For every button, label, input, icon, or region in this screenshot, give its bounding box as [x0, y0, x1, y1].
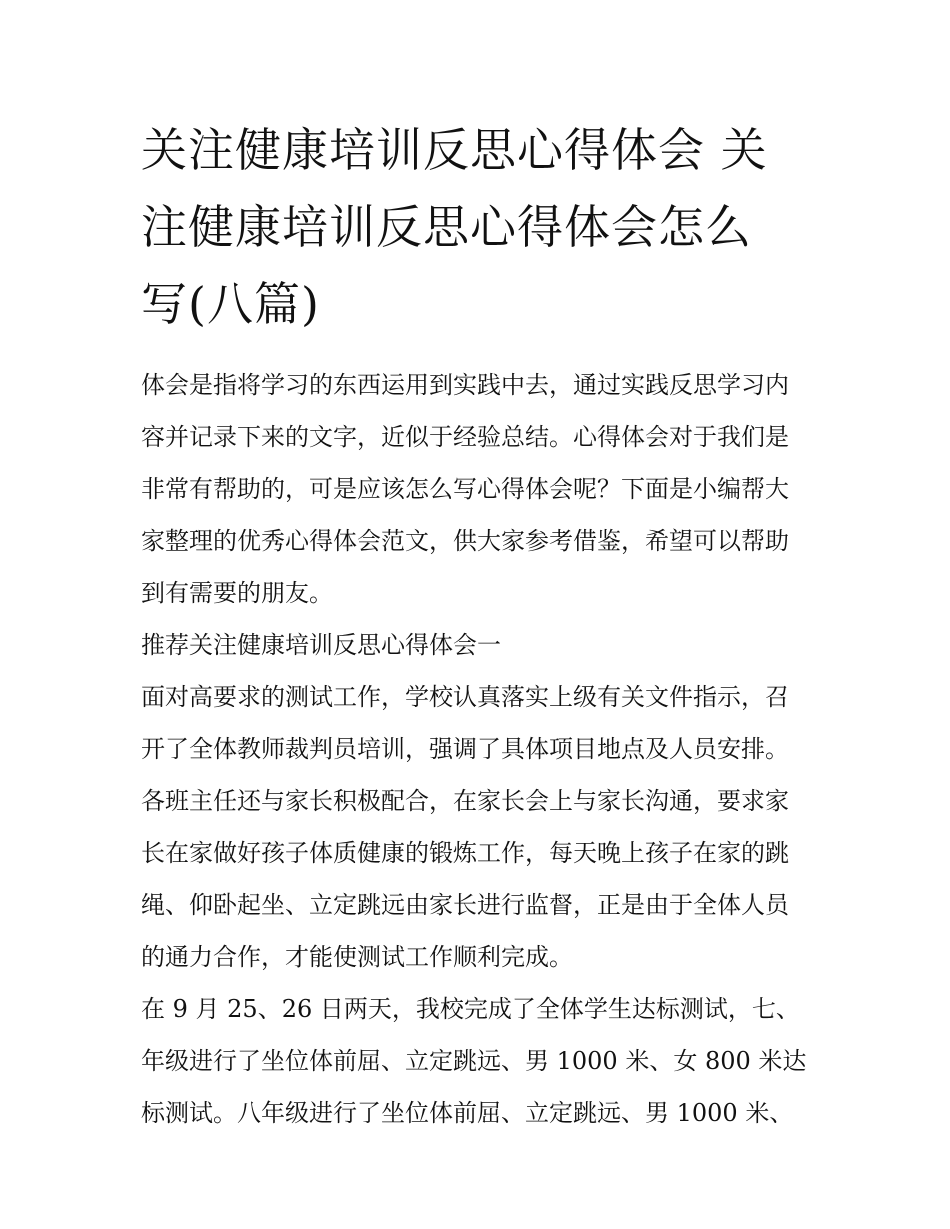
document-body — [141, 359, 813, 1139]
text-line: 家整理的优秀心得体会范文，供大家参考借鉴，希望可以帮助 — [141, 527, 789, 555]
text-line: 各班主任还与家长积极配合，在家长会上与家长沟通，要求家 — [141, 787, 789, 815]
text-line: 体会是指将学习的东西运用到实践中去，通过实践反思学习内 — [141, 371, 789, 399]
text-line: 面对高要求的测试工作，学校认真落实上级有关文件指示，召 — [141, 683, 789, 711]
text-line: 到有需要的朋友。 — [141, 579, 333, 607]
text-line: 年级进行了坐位体前屈、立定跳远、男 1000 米、女 800 米达 — [141, 1047, 807, 1075]
text-line: 容并记录下来的文字，近似于经验总结。心得体会对于我们是 — [141, 423, 789, 451]
title-line: 注健康培训反思心得体会怎么 — [141, 200, 752, 254]
intro-paragraph — [141, 359, 813, 619]
text-line: 绳、仰卧起坐、立定跳远由家长进行监督，正是由于全体人员 — [141, 891, 789, 919]
text-line: 的通力合作，才能使测试工作顺利完成。 — [141, 943, 573, 971]
text-line: 标测试。八年级进行了坐位体前屈、立定跳远、男 1000 米、 — [141, 1099, 794, 1127]
paragraph-1 — [141, 671, 813, 983]
text-line: 在 9 月 25、26 日两天，我校完成了全体学生达标测试，七、 — [141, 995, 800, 1023]
document-page — [141, 112, 813, 1139]
paragraph-2 — [141, 983, 813, 1139]
title-line: 关注健康培训反思心得体会 关 — [141, 123, 768, 177]
section-heading: 推荐关注健康培训反思心得体会一 — [141, 631, 501, 659]
text-line: 长在家做好孩子体质健康的锻炼工作，每天晚上孩子在家的跳 — [141, 839, 789, 867]
document-title — [141, 112, 813, 343]
title-line: 写(八篇) — [141, 277, 320, 331]
text-line: 开了全体教师裁判员培训，强调了具体项目地点及人员安排。 — [141, 735, 789, 763]
text-line: 非常有帮助的，可是应该怎么写心得体会呢？下面是小编帮大 — [141, 475, 789, 503]
